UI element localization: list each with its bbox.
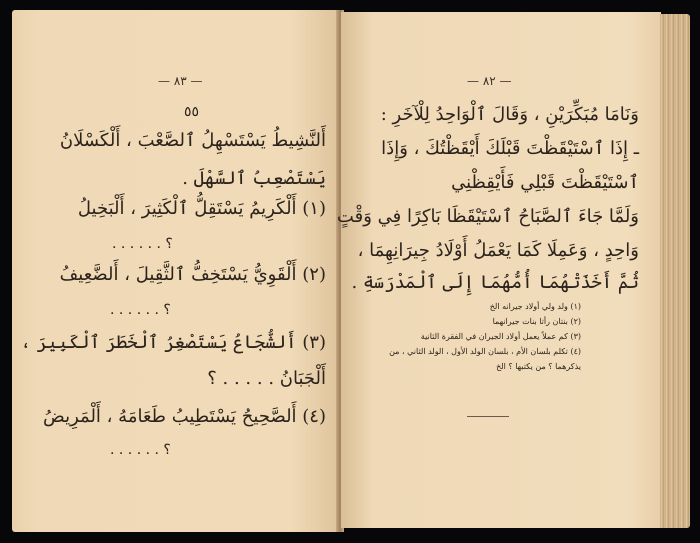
- text-line: وَلَمَّا جَاءَ ٱلصَّبَاحُ ٱسْتَيْقَظَا بَاكِرًا فِي وَقْتٍ: [336, 206, 639, 227]
- right-page: [336, 12, 661, 528]
- text-line: وَاحِدٍ ، وَعَمِلَا كَمَا يَعْمَلُ أَوْلَادُ جِيرَانِهِمَا ،: [357, 240, 639, 261]
- text-line: (١) أَلْكَرِيمُ يَسْتَقِلُّ ٱلْكَثِيرَ ، أَلْبَخِيلُ: [77, 198, 326, 219]
- text-line: ؟ . . . . . .: [110, 302, 171, 318]
- text-line: ثُمَّ أَخَذَتْهُمَا أُمُّهُمَا إِلَى ٱلْمَدْرَسَةِ .: [351, 272, 639, 293]
- text-line: وَنَامَا مُبَكِّرَيْنِ ، وَقَالَ ٱلْوَاحِدُ لِلْآخَرِ :: [380, 104, 639, 125]
- text-line: أَلنَّشِيطُ يَسْتَسْهِلُ ٱلصَّعْبَ ، أَلْكَسْلَانُ: [59, 130, 326, 151]
- footnote: (٤) تكلم بلسان الأم ، بلسان الولد الأول ، الولد الثاني ، من: [389, 347, 581, 356]
- left-page: [12, 10, 340, 532]
- text-line: ؟ . . . . . .: [112, 236, 173, 252]
- footnote: (٢) بنتان رأتا بنات جيرانهما: [492, 317, 581, 326]
- footnote: (١) ولد ولي أولاد جيرانه الخ: [489, 302, 581, 311]
- bottom-rule: [467, 416, 509, 417]
- page-number: — ٨٢ —: [467, 74, 512, 88]
- exercise-number: ٥٥: [184, 104, 200, 120]
- text-line: أَلْجَبَانُ . . . . . ؟: [207, 368, 326, 389]
- text-line: (٣) أَلشُّجَاعُ يَسْتَصْغِرُ ٱلْخَطَرَ ٱلْكَبِيرَ ،: [20, 332, 326, 353]
- text-line: (٤) أَلصَّحِيحُ يَسْتَطِيبُ طَعَامَهُ ، أَلْمَرِيضُ: [43, 406, 326, 427]
- text-line: ٱسْتَيْقَظْتَ قَبْلِي فَأَيْقِظْنِي: [451, 172, 639, 193]
- footnote: (٣) كم عملاً يعمل أولاد الجيران في الفقرة الثانية: [420, 332, 581, 341]
- page-number: — ٨٣ —: [158, 74, 203, 88]
- footnote: يذكرهما ؟ من يكتبها ؟ الخ: [496, 362, 581, 371]
- text-line: يَسْتَصْعِبُ ٱلسَّهْلَ .: [182, 168, 326, 189]
- text-line: ؟ . . . . . .: [110, 442, 171, 458]
- text-line: (٢) أَلْقَوِيُّ يَسْتَخِفُّ ٱلثَّقِيلَ ، أَلضَّعِيفُ: [59, 264, 326, 285]
- page-edges: [660, 14, 690, 528]
- text-line: ـ إِذَا ٱسْتَيْقَظْتَ قَبْلَكَ أَيْقَظْتُكَ ، وَإِذَا: [381, 138, 639, 159]
